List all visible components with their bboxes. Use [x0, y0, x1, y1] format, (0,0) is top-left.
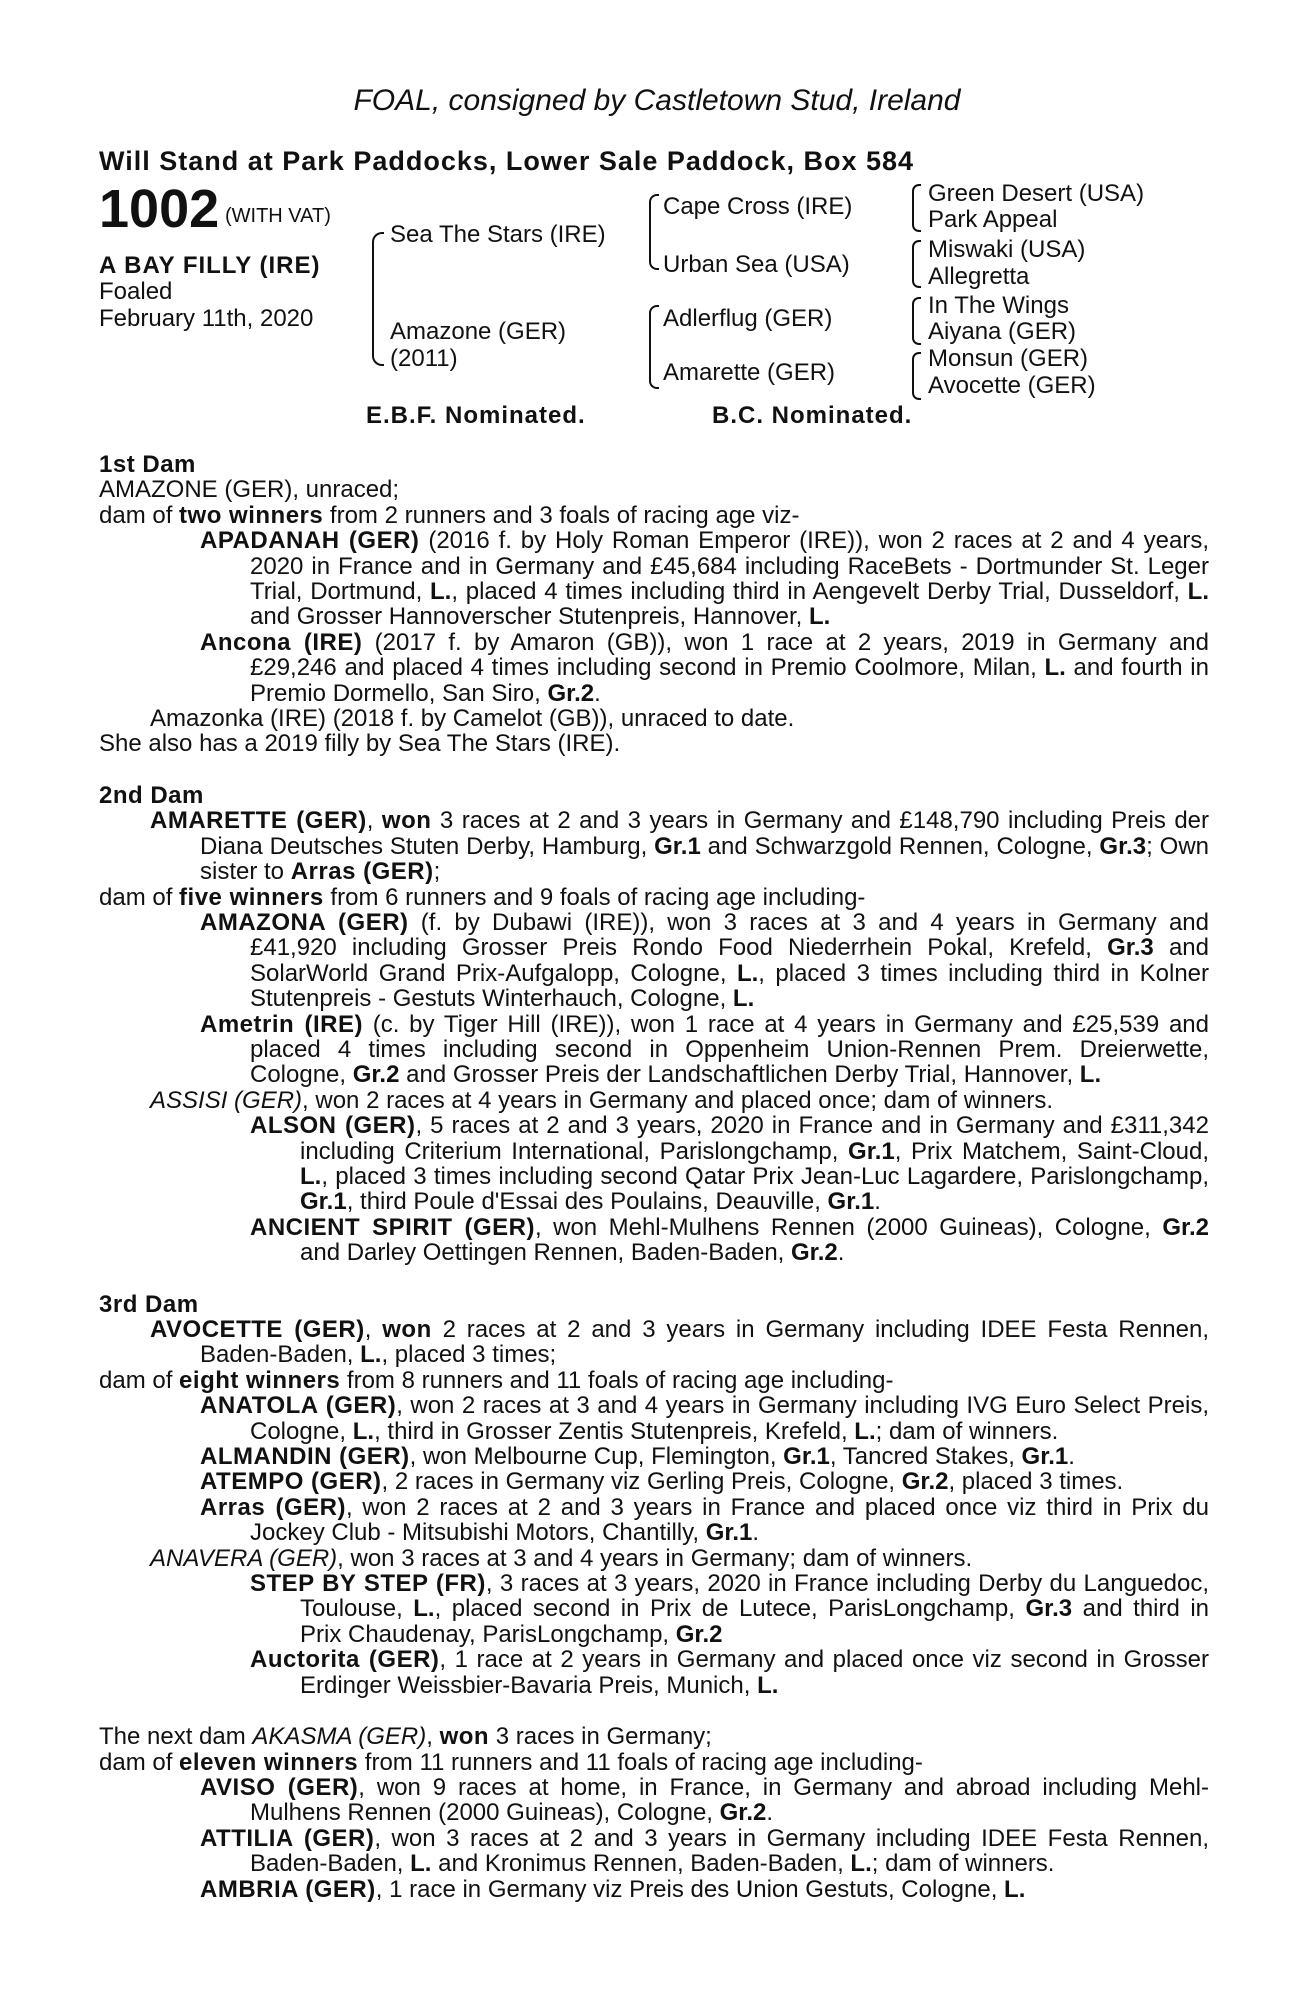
- second-dam-produce-line: dam of five winners from 6 runners and 9 foals of racing age including-: [99, 883, 866, 911]
- offspring-apadanah: APADANAH (GER) (2016 f. by Holy Roman Emperor (IRE)), won 2 races at 2 and 4 years, 2020 in France and in Germany and £45,684 including RaceBets - Dortmunder St. Leger Trial, Dortmund, L., placed 4 times including third in Aengevelt Derby Trial, Dusseldorf, L. and Grosser Hannoverscher Stutenpreis, Hannover, L.: [200, 527, 1209, 631]
- pedigree-sss: Green Desert (USA): [928, 180, 1145, 207]
- offspring-ametrin: Ametrin (IRE) (c. by Tiger Hill (IRE)), won 1 race at 4 years in Germany and £25,539 and placed 4 times including second in Oppenheim Union-Rennen Prem. Dreierwette, Cologne, Gr.2 and Grosser Preis der Landschaftlichen Derby Trial, Hannover, L.: [200, 1010, 1210, 1089]
- grand-offspring-almandin: ALMANDIN (GER), won Melbourne Cup, Flemington, Gr.1, Tancred Stakes, Gr.1.: [200, 1443, 1075, 1471]
- grand-offspring-step-by-step: STEP BY STEP (FR), 3 races at 3 years, 2020 in France including Derby du Languedoc, Toulouse, L., placed second in Prix de Lutece, ParisLongchamp, Gr.3 and third in Prix Chaudenay, ParisLongchamp, Gr.2: [250, 1570, 1210, 1648]
- grand-offspring-ancient-spirit: ANCIENT SPIRIT (GER), won Mehl-Mulhens Rennen (2000 Guineas), Cologne, Gr.2 and Darley Oettingen Rennen, Baden-Baden, Gr.2.: [250, 1213, 1210, 1267]
- pedigree-sire-sire: Cape Cross (IRE): [663, 193, 853, 220]
- pedigree-brace-sire: [649, 194, 659, 270]
- foaled-label: Foaled: [99, 278, 173, 305]
- first-dam-heading: 1st Dam: [99, 451, 196, 478]
- grand-offspring-auctorita: Auctorita (GER), 1 race at 2 years in Germany and placed once viz second in Grosser Erdinger Weissbier-Bavaria Preis, Munich, L.: [250, 1646, 1210, 1699]
- pedigree-dds: Monsun (GER): [928, 345, 1089, 372]
- bc-nominated: B.C. Nominated.: [712, 402, 913, 429]
- pedigree-brace-main: [372, 232, 384, 366]
- pedigree-dam-year: (2011): [390, 345, 458, 372]
- stand-location: Will Stand at Park Paddocks, Lower Sale Paddock, Box 584: [99, 146, 915, 176]
- pedigree-brace-dam: [649, 305, 659, 389]
- pedigree-brace-sd: [912, 240, 921, 288]
- offspring-anavera: ANAVERA (GER), won 3 races at 3 and 4 years in Germany; dam of winners.: [150, 1544, 973, 1572]
- offspring-ancona: Ancona (IRE) (2017 f. by Amaron (GB)), won 1 race at 2 years, 2019 in Germany and £29,246 and placed 4 times including second in Premio Coolmore, Milan, L. and fourth in Premio Dormello, San Siro, Gr.2.: [200, 628, 1209, 707]
- pedigree-dam-sire: Adlerflug (GER): [663, 305, 833, 332]
- lot-description: A BAY FILLY (IRE): [99, 252, 321, 279]
- grand-offspring-atempo: ATEMPO (GER), 2 races in Germany viz Gerling Preis, Cologne, Gr.2, placed 3 times.: [200, 1468, 1124, 1496]
- offspring-aviso: AVISO (GER), won 9 races at home, in France, in Germany and abroad including Mehl-Mulhens Rennen (2000 Guineas), Cologne, Gr.2.: [200, 1773, 1210, 1827]
- offspring-amazonka: Amazonka (IRE) (2018 f. by Camelot (GB)), unraced to date.: [150, 705, 795, 733]
- next-dam-produce-line: dam of eleven winners from 11 runners and 11 foals of racing age including-: [99, 1748, 923, 1776]
- pedigree-ddd: Avocette (GER): [928, 372, 1096, 399]
- pedigree-sdd: Allegretta: [928, 263, 1030, 290]
- lot-number: 1002: [99, 179, 220, 239]
- grand-offspring-alson: ALSON (GER), 5 races at 2 and 3 years, 2020 in France and in Germany and £311,342 including Criterium International, Parislongchamp, Gr.1, Prix Matchem, Saint-Cloud, L., placed 3 times including second Qatar Prix Jean-Luc Lagardere, Parislongchamp, Gr.1, third Poule d'Essai des Poulains, Deauville, Gr.1.: [250, 1112, 1209, 1216]
- offspring-amazona: AMAZONA (GER) (f. by Dubawi (IRE)), won 3 races at 3 and 4 years in Germany and £41,920 including Grosser Preis Rondo Food Niederrhein Pokal, Krefeld, Gr.3 and SolarWorld Grand Prix-Aufgalopp, Cologne, L., placed 3 times including third in Kolner Stutenpreis - Gestuts Winterhauch, Cologne, L.: [200, 908, 1210, 1013]
- pedigree-brace-ds: [912, 297, 921, 345]
- foaled-date: February 11th, 2020: [99, 305, 314, 332]
- pedigree-sire: Sea The Stars (IRE): [390, 221, 606, 248]
- offspring-arras: Arras (GER), won 2 races at 2 and 3 years in France and placed once viz third in Prix du Jockey Club - Mitsubishi Motors, Chantilly, Gr.1.: [200, 1493, 1209, 1547]
- pedigree-body: [99, 452, 1209, 1902]
- offspring-anatola: ANATOLA (GER), won 2 races at 3 and 4 years in Germany including IVG Euro Select Preis, Cologne, L., third in Grosser Zentis Stutenpreis, Krefeld, L.; dam of winners.: [200, 1392, 1210, 1445]
- offspring-attilia: ATTILIA (GER), won 3 races at 2 and 3 years in Germany including IDEE Festa Rennen, Baden-Baden, L. and Kronimus Rennen, Baden-Baden, L.; dam of winners.: [200, 1824, 1209, 1878]
- pedigree-sds: Miswaki (USA): [928, 236, 1086, 263]
- pedigree-brace-dd: [912, 352, 921, 400]
- first-dam-line: AMAZONE (GER), unraced;: [99, 476, 400, 504]
- grand-offspring-ambria: AMBRIA (GER), 1 race in Germany viz Preis des Union Gestuts, Cologne, L.: [200, 1875, 1026, 1903]
- first-dam-produce-line: dam of two winners from 2 runners and 3 foals of racing age viz-: [99, 501, 800, 529]
- vat-note: (WITH VAT): [225, 205, 331, 227]
- offspring-assisi: ASSISI (GER), won 2 races at 4 years in Germany and placed once; dam of winners.: [150, 1086, 1054, 1114]
- third-dam-heading: 3rd Dam: [99, 1290, 199, 1318]
- second-dam-record: AMARETTE (GER), won 3 races at 2 and 3 years in Germany and £148,790 including Preis der Diana Deutsches Stuten Derby, Hamburg, Gr.1 and Schwarzgold Rennen, Cologne, Gr.3; Own sister to Arras (GER);: [150, 807, 1210, 886]
- pedigree-dam: Amazone (GER): [390, 318, 567, 345]
- next-dam-record: The next dam AKASMA (GER), won 3 races in Germany;: [99, 1723, 712, 1751]
- pedigree-ssd: Park Appeal: [928, 206, 1058, 233]
- pedigree-dam-dam: Amarette (GER): [663, 359, 836, 386]
- pedigree-dsd: Aiyana (GER): [928, 318, 1077, 345]
- first-dam-note: She also has a 2019 filly by Sea The Stars (IRE).: [99, 730, 621, 758]
- pedigree-sire-dam: Urban Sea (USA): [663, 251, 850, 278]
- pedigree-dss: In The Wings: [928, 292, 1069, 319]
- pedigree-brace-ss: [912, 184, 921, 232]
- ebf-nominated: E.B.F. Nominated.: [366, 402, 586, 429]
- third-dam-record: AVOCETTE (GER), won 2 races at 2 and 3 years in Germany including IDEE Festa Rennen, Baden-Baden, L., placed 3 times;: [150, 1316, 1210, 1369]
- consignment-line: FOAL, consigned by Castletown Stud, Ireland: [353, 84, 961, 117]
- second-dam-heading: 2nd Dam: [99, 781, 204, 809]
- third-dam-produce-line: dam of eight winners from 8 runners and 11 foals of racing age including-: [99, 1366, 894, 1394]
